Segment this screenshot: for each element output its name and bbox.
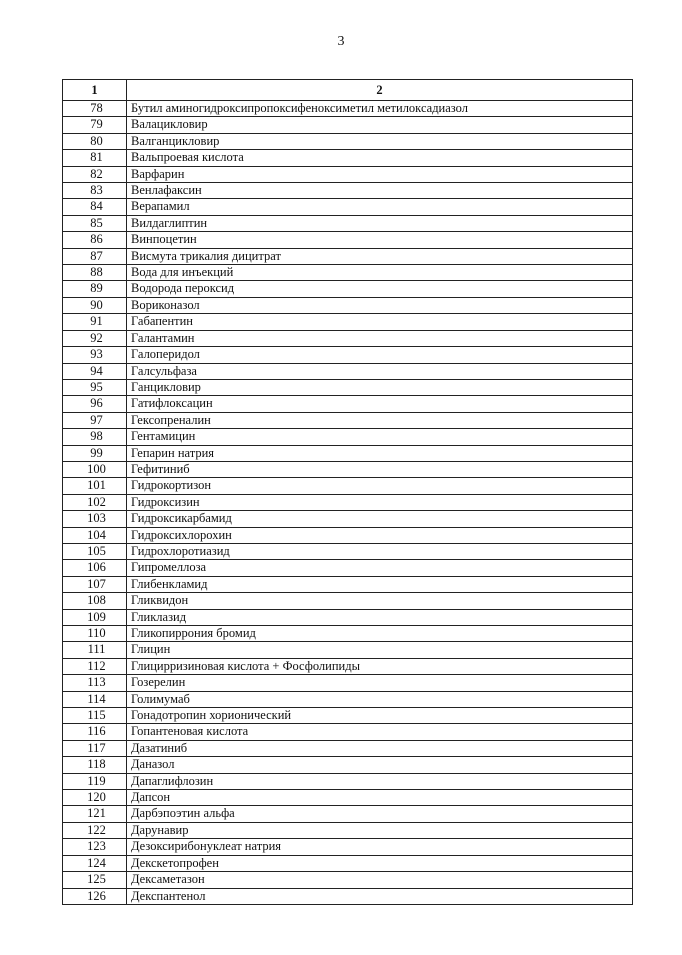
drug-name: Водорода пероксид — [127, 281, 633, 297]
table-row — [63, 740, 633, 756]
column-header-number: 1 — [63, 80, 127, 101]
row-number: 91 — [63, 314, 127, 330]
row-number: 124 — [63, 855, 127, 871]
row-number: 113 — [63, 675, 127, 691]
table-row — [63, 429, 633, 445]
drug-name: Гидроксизин — [127, 494, 633, 510]
drug-name: Ганцикловир — [127, 379, 633, 395]
table-row — [63, 330, 633, 346]
drug-name: Гопантеновая кислота — [127, 724, 633, 740]
row-number: 110 — [63, 626, 127, 642]
row-number: 95 — [63, 379, 127, 395]
table-row — [63, 790, 633, 806]
table-row — [63, 347, 633, 363]
column-header-name: 2 — [127, 80, 633, 101]
drug-name: Гидроксихлорохин — [127, 527, 633, 543]
table-row — [63, 543, 633, 559]
drug-name: Гонадотропин хорионический — [127, 708, 633, 724]
table-row — [63, 888, 633, 904]
row-number: 102 — [63, 494, 127, 510]
table-row — [63, 445, 633, 461]
row-number: 96 — [63, 396, 127, 412]
table-row — [63, 379, 633, 395]
table-row — [63, 724, 633, 740]
drug-name: Бутил аминогидроксипропоксифеноксиметил метилоксадиазол — [127, 101, 633, 117]
table-row — [63, 412, 633, 428]
table-row — [63, 150, 633, 166]
row-number: 117 — [63, 740, 127, 756]
row-number: 84 — [63, 199, 127, 215]
row-number: 90 — [63, 297, 127, 313]
table-row — [63, 642, 633, 658]
drug-name: Глибенкламид — [127, 576, 633, 592]
drug-name: Гефитиниб — [127, 461, 633, 477]
drug-name: Верапамил — [127, 199, 633, 215]
table-row — [63, 461, 633, 477]
table-row — [63, 511, 633, 527]
table-row — [63, 215, 633, 231]
drug-name: Гатифлоксацин — [127, 396, 633, 412]
table-row — [63, 166, 633, 182]
drug-name: Вальпроевая кислота — [127, 150, 633, 166]
drug-name: Висмута трикалия дицитрат — [127, 248, 633, 264]
table-row — [63, 757, 633, 773]
drug-name: Вилдаглиптин — [127, 215, 633, 231]
table-row — [63, 133, 633, 149]
drug-name: Дексаметазон — [127, 872, 633, 888]
drug-name: Вода для инъекций — [127, 265, 633, 281]
row-number: 97 — [63, 412, 127, 428]
drug-name: Дазатиниб — [127, 740, 633, 756]
drug-name: Гидрокортизон — [127, 478, 633, 494]
drug-name: Гипромеллоза — [127, 560, 633, 576]
drug-name: Дарунавир — [127, 822, 633, 838]
drug-name: Галантамин — [127, 330, 633, 346]
row-number: 81 — [63, 150, 127, 166]
drug-name: Гликвидон — [127, 593, 633, 609]
drug-name: Венлафаксин — [127, 183, 633, 199]
table-row — [63, 314, 633, 330]
row-number: 93 — [63, 347, 127, 363]
table-row — [63, 576, 633, 592]
table-row — [63, 527, 633, 543]
table-row — [63, 101, 633, 117]
drug-name: Гозерелин — [127, 675, 633, 691]
table-row — [63, 822, 633, 838]
table-row — [63, 773, 633, 789]
drug-name: Гексопреналин — [127, 412, 633, 428]
row-number: 120 — [63, 790, 127, 806]
table-row — [63, 560, 633, 576]
table-header-row — [63, 80, 633, 101]
page-number: 3 — [337, 34, 345, 49]
drug-name: Декспантенол — [127, 888, 633, 904]
drug-name: Дапаглифлозин — [127, 773, 633, 789]
row-number: 121 — [63, 806, 127, 822]
drug-name: Глицирризиновая кислота + Фосфолипиды — [127, 658, 633, 674]
table-row — [63, 117, 633, 133]
table-row — [63, 199, 633, 215]
table-row — [63, 363, 633, 379]
table-row — [63, 232, 633, 248]
drug-name: Глицин — [127, 642, 633, 658]
drug-name: Дапсон — [127, 790, 633, 806]
drug-name: Винпоцетин — [127, 232, 633, 248]
table-row — [63, 478, 633, 494]
table-row — [63, 626, 633, 642]
row-number: 111 — [63, 642, 127, 658]
table-row — [63, 396, 633, 412]
table-row — [63, 609, 633, 625]
drug-name: Габапентин — [127, 314, 633, 330]
drug-name: Дезоксирибонуклеат натрия — [127, 839, 633, 855]
drug-name: Галсульфаза — [127, 363, 633, 379]
row-number: 125 — [63, 872, 127, 888]
row-number: 114 — [63, 691, 127, 707]
drug-name: Гликлазид — [127, 609, 633, 625]
table-row — [63, 658, 633, 674]
row-number: 119 — [63, 773, 127, 789]
drug-name: Валганцикловир — [127, 133, 633, 149]
row-number: 103 — [63, 511, 127, 527]
row-number: 82 — [63, 166, 127, 182]
table-row — [63, 494, 633, 510]
drug-name: Декскетопрофен — [127, 855, 633, 871]
row-number: 86 — [63, 232, 127, 248]
row-number: 106 — [63, 560, 127, 576]
table-row — [63, 281, 633, 297]
row-number: 115 — [63, 708, 127, 724]
drug-name: Гидроксикарбамид — [127, 511, 633, 527]
row-number: 112 — [63, 658, 127, 674]
table-row — [63, 297, 633, 313]
table-row — [63, 806, 633, 822]
row-number: 122 — [63, 822, 127, 838]
row-number: 123 — [63, 839, 127, 855]
drug-table — [62, 79, 633, 905]
row-number: 101 — [63, 478, 127, 494]
table-row — [63, 839, 633, 855]
drug-name: Гепарин натрия — [127, 445, 633, 461]
row-number: 99 — [63, 445, 127, 461]
table-row — [63, 183, 633, 199]
row-number: 78 — [63, 101, 127, 117]
row-number: 88 — [63, 265, 127, 281]
row-number: 116 — [63, 724, 127, 740]
table-row — [63, 675, 633, 691]
drug-name: Гликопиррония бромид — [127, 626, 633, 642]
row-number: 126 — [63, 888, 127, 904]
drug-name: Варфарин — [127, 166, 633, 182]
row-number: 80 — [63, 133, 127, 149]
row-number: 108 — [63, 593, 127, 609]
row-number: 118 — [63, 757, 127, 773]
table-row — [63, 855, 633, 871]
table-row — [63, 265, 633, 281]
row-number: 92 — [63, 330, 127, 346]
drug-name: Гентамицин — [127, 429, 633, 445]
table-body — [63, 101, 633, 905]
table-row — [63, 248, 633, 264]
table-row — [63, 708, 633, 724]
row-number: 107 — [63, 576, 127, 592]
drug-name: Вориконазол — [127, 297, 633, 313]
drug-name: Даназол — [127, 757, 633, 773]
drug-name: Гидрохлоротиазид — [127, 543, 633, 559]
row-number: 104 — [63, 527, 127, 543]
row-number: 105 — [63, 543, 127, 559]
table-row — [63, 691, 633, 707]
drug-name: Голимумаб — [127, 691, 633, 707]
row-number: 109 — [63, 609, 127, 625]
drug-name: Валацикловир — [127, 117, 633, 133]
table-row — [63, 593, 633, 609]
row-number: 79 — [63, 117, 127, 133]
row-number: 94 — [63, 363, 127, 379]
row-number: 83 — [63, 183, 127, 199]
row-number: 85 — [63, 215, 127, 231]
table-row — [63, 872, 633, 888]
row-number: 89 — [63, 281, 127, 297]
row-number: 98 — [63, 429, 127, 445]
drug-name: Дарбэпоэтин альфа — [127, 806, 633, 822]
drug-name: Галоперидол — [127, 347, 633, 363]
row-number: 100 — [63, 461, 127, 477]
row-number: 87 — [63, 248, 127, 264]
